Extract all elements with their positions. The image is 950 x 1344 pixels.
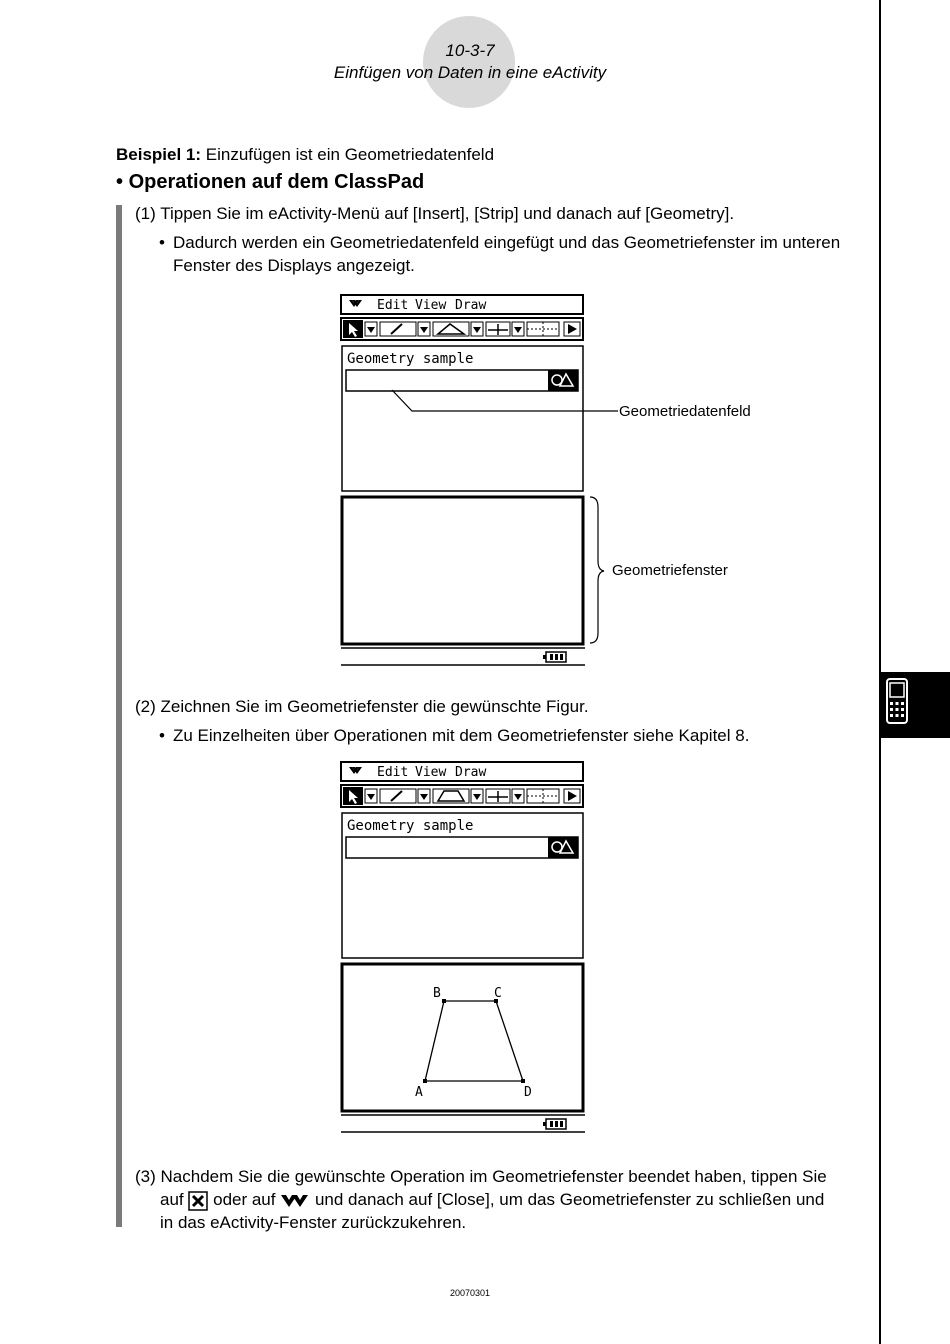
geometry-window bbox=[342, 964, 583, 1111]
step3-line2 bbox=[160, 1188, 824, 1211]
step2-bullet: Zu Einzelheiten über Operationen mit dem Geometriefenster siehe Kapitel 8. bbox=[173, 726, 750, 745]
example-heading bbox=[116, 145, 494, 165]
callout-lines-1 bbox=[390, 385, 620, 645]
step2-text: Zeichnen Sie im Geometriefenster die gewünschte Figur. bbox=[160, 697, 589, 716]
step1-text: Tippen Sie im eActivity-Menü auf [Insert], [Strip] und danach auf [Geometry]. bbox=[160, 204, 735, 223]
menu-item-view: View bbox=[415, 765, 447, 780]
step1-number: (1) bbox=[135, 204, 156, 223]
step3-text-2c: und danach auf [Close], um das Geometriefenster zu schließen und bbox=[314, 1190, 825, 1209]
callout-data-field: Geometriedatenfeld bbox=[619, 403, 751, 420]
step3-line3: in das eActivity-Fenster zurückzukehren. bbox=[160, 1213, 467, 1232]
step2-number: (2) bbox=[135, 697, 156, 716]
calculator-icon bbox=[886, 678, 908, 724]
menu-chevron-icon bbox=[280, 1193, 310, 1209]
geometry-data-field bbox=[346, 837, 578, 858]
procedure-bar bbox=[116, 205, 122, 1227]
strip-title: Geometry sample bbox=[347, 351, 474, 367]
example-label: Beispiel 1: bbox=[116, 145, 202, 164]
bullet-icon: • bbox=[116, 171, 124, 193]
battery-icon bbox=[543, 652, 566, 662]
page-subtitle: Einfügen von Daten in eine eActivity bbox=[333, 63, 607, 82]
step3-line1 bbox=[135, 1165, 827, 1188]
operations-heading bbox=[116, 171, 424, 194]
strip-title: Geometry sample bbox=[347, 818, 474, 834]
page-number: 10-3-7 bbox=[445, 41, 495, 60]
step1-bullet-line1: Dadurch werden ein Geometriedatenfeld eingefügt und das Geometriefenster im unteren bbox=[173, 233, 841, 252]
step2 bbox=[135, 695, 589, 718]
label-d: D bbox=[524, 1085, 532, 1100]
step1 bbox=[135, 202, 734, 225]
step1-bullet-line2: Fenster des Displays angezeigt. bbox=[173, 256, 415, 275]
callout-window: Geometriefenster bbox=[612, 562, 728, 579]
step3-text-1: Nachdem Sie die gewünschte Operation im Geometriefenster beendet haben, tippen Sie bbox=[160, 1167, 827, 1186]
header-circle bbox=[423, 16, 515, 108]
battery-icon bbox=[543, 1119, 566, 1129]
menu-item-view: View bbox=[415, 298, 447, 313]
step1-bullet-mark: • bbox=[159, 233, 165, 252]
classpad-screen-2 bbox=[338, 759, 588, 1137]
menu-item-edit: Edit bbox=[377, 298, 409, 313]
close-x-icon bbox=[188, 1191, 208, 1211]
operations-heading-text: Operationen auf dem ClassPad bbox=[128, 171, 425, 193]
label-b: B bbox=[433, 986, 441, 1001]
step3-text-2b: oder auf bbox=[213, 1190, 276, 1209]
menu-item-draw: Draw bbox=[455, 298, 487, 313]
menu-item-edit: Edit bbox=[377, 765, 409, 780]
menu-item-draw: Draw bbox=[455, 765, 487, 780]
example-text: Einzufügen ist ein Geometriedatenfeld bbox=[205, 145, 495, 164]
label-a: A bbox=[415, 1085, 423, 1100]
footer-date: 20070301 bbox=[449, 1288, 491, 1298]
step3-number: (3) bbox=[135, 1167, 156, 1186]
label-c: C bbox=[494, 986, 502, 1001]
eactivity-window bbox=[342, 813, 583, 958]
step3-text-2a: auf bbox=[160, 1190, 184, 1209]
step2-bullet-mark: • bbox=[159, 726, 165, 745]
